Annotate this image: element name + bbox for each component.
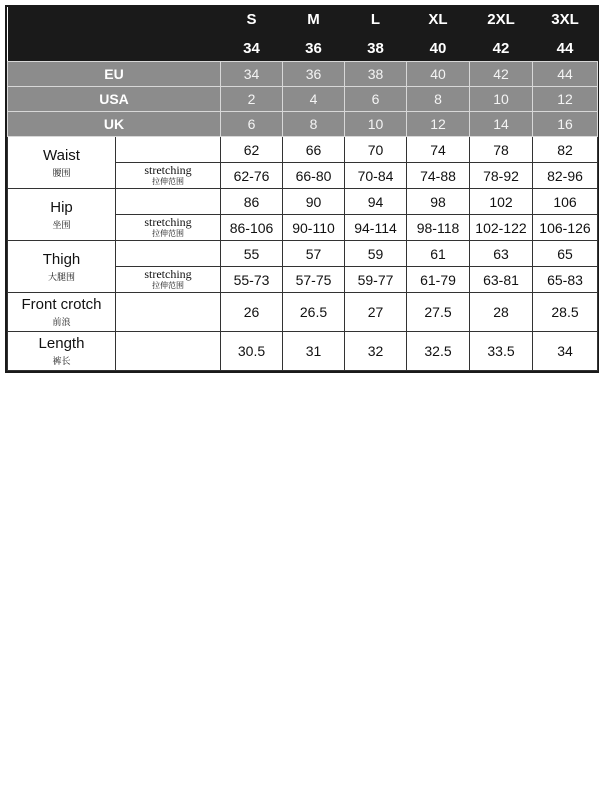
region-row-usa — [8, 87, 598, 112]
stretch-label-cn: 拉伸范围 — [152, 177, 184, 186]
measurement-row-length — [8, 332, 598, 371]
stretch-value: 62-76 — [221, 163, 283, 189]
stretch-value: 106-126 — [533, 215, 598, 241]
value-cell: 106 — [533, 189, 598, 215]
size-eu: 36 — [305, 40, 322, 57]
region-value: 6 — [345, 87, 407, 112]
size-eu: 38 — [367, 40, 384, 57]
value-cell: 70 — [345, 137, 407, 163]
value-cell: 28 — [470, 293, 533, 332]
region-row-uk — [8, 112, 598, 137]
value-cell: 33.5 — [470, 332, 533, 371]
size-label: S — [246, 11, 257, 28]
stretch-value: 86-106 — [221, 215, 283, 241]
region-value: 2 — [221, 87, 283, 112]
measurement-row-front-crotch — [8, 293, 598, 332]
measurement-name-cell — [8, 241, 116, 293]
measurement-name-cn: 前浪 — [52, 317, 71, 327]
value-cell: 78 — [470, 137, 533, 163]
value-cell: 27 — [345, 293, 407, 332]
blank-cell — [116, 332, 221, 371]
region-value: 10 — [345, 112, 407, 137]
region-value: 34 — [221, 62, 283, 87]
value-cell: 82 — [533, 137, 598, 163]
value-cell: 26.5 — [283, 293, 345, 332]
stretch-value: 94-114 — [345, 215, 407, 241]
stretch-label-cell — [116, 267, 221, 293]
measurement-name: Waist — [43, 146, 80, 164]
measurement-row-hip — [8, 189, 598, 215]
value-cell: 27.5 — [407, 293, 470, 332]
region-value: 14 — [470, 112, 533, 137]
header-size — [533, 7, 598, 62]
measurement-row-thigh — [8, 241, 598, 267]
value-cell: 65 — [533, 241, 598, 267]
header-size — [407, 7, 470, 62]
value-cell: 98 — [407, 189, 470, 215]
region-value: 42 — [470, 62, 533, 87]
stretch-value: 98-118 — [407, 215, 470, 241]
value-cell: 86 — [221, 189, 283, 215]
header-size — [221, 7, 283, 62]
region-value: 16 — [533, 112, 598, 137]
stretch-label-cell — [116, 163, 221, 189]
stretch-value: 59-77 — [345, 267, 407, 293]
region-value: 10 — [470, 87, 533, 112]
stretch-value: 66-80 — [283, 163, 345, 189]
value-cell: 90 — [283, 189, 345, 215]
measurement-name-cell — [8, 293, 116, 332]
header-size — [470, 7, 533, 62]
size-label: 3XL — [551, 11, 579, 28]
stretch-label-cn: 拉伸范围 — [152, 281, 184, 290]
stretch-value: 70-84 — [345, 163, 407, 189]
region-name: EU — [8, 62, 221, 87]
region-value: 40 — [407, 62, 470, 87]
size-label: 2XL — [487, 11, 515, 28]
value-cell: 26 — [221, 293, 283, 332]
stretch-value: 78-92 — [470, 163, 533, 189]
blank-cell — [116, 241, 221, 267]
value-cell: 32.5 — [407, 332, 470, 371]
value-cell: 66 — [283, 137, 345, 163]
value-cell: 57 — [283, 241, 345, 267]
value-cell: 55 — [221, 241, 283, 267]
value-cell: 102 — [470, 189, 533, 215]
value-cell: 63 — [470, 241, 533, 267]
measurement-name: Length — [38, 335, 85, 352]
size-eu: 40 — [429, 40, 447, 57]
measurement-row-waist — [8, 137, 598, 163]
region-name: UK — [8, 112, 221, 137]
stretch-label: stretching — [144, 267, 192, 281]
region-value: 12 — [407, 112, 470, 137]
measurement-name-cn: 坐围 — [52, 219, 71, 230]
value-cell: 31 — [283, 332, 345, 371]
measurement-name-cell — [8, 332, 116, 371]
header-size — [345, 7, 407, 62]
region-name: USA — [8, 87, 221, 112]
stretch-value: 55-73 — [221, 267, 283, 293]
region-value: 8 — [283, 112, 345, 137]
measurement-name-cn: 腰围 — [52, 167, 71, 178]
size-header-row — [8, 7, 598, 62]
measurement-name-cn: 大腿围 — [47, 271, 75, 282]
region-value: 4 — [283, 87, 345, 112]
value-cell: 74 — [407, 137, 470, 163]
stretch-label: stretching — [144, 163, 192, 177]
blank-cell — [116, 137, 221, 163]
size-label: L — [370, 11, 381, 28]
value-cell: 61 — [407, 241, 470, 267]
value-cell: 94 — [345, 189, 407, 215]
stretch-value: 57-75 — [283, 267, 345, 293]
blank-cell — [116, 189, 221, 215]
region-value: 38 — [345, 62, 407, 87]
value-cell: 34 — [533, 332, 598, 371]
measurement-name: Hip — [50, 198, 73, 216]
value-cell: 30.5 — [221, 332, 283, 371]
region-value: 8 — [407, 87, 470, 112]
size-label: XL — [428, 11, 448, 28]
region-value: 36 — [283, 62, 345, 87]
stretch-value: 61-79 — [407, 267, 470, 293]
stretch-value: 63-81 — [470, 267, 533, 293]
stretch-value: 102-122 — [470, 215, 533, 241]
size-label: M — [307, 11, 320, 28]
measurement-name: Front crotch — [21, 296, 102, 313]
measurement-name-cn: 裤长 — [52, 356, 71, 366]
stretch-label-cell — [116, 215, 221, 241]
size-eu: 44 — [556, 40, 574, 57]
blank-cell — [116, 293, 221, 332]
measurement-name: Thigh — [42, 250, 81, 268]
region-value: 44 — [533, 62, 598, 87]
stretch-value: 82-96 — [533, 163, 598, 189]
value-cell: 59 — [345, 241, 407, 267]
size-chart — [5, 5, 599, 373]
stretch-value: 65-83 — [533, 267, 598, 293]
header-blank — [8, 7, 221, 62]
value-cell: 62 — [221, 137, 283, 163]
value-cell: 28.5 — [533, 293, 598, 332]
stretch-value: 74-88 — [407, 163, 470, 189]
region-value: 12 — [533, 87, 598, 112]
stretch-value: 90-110 — [283, 215, 345, 241]
value-cell: 32 — [345, 332, 407, 371]
size-eu: 34 — [243, 40, 260, 57]
size-eu: 42 — [492, 40, 510, 57]
region-value: 6 — [221, 112, 283, 137]
size-chart-table — [7, 7, 598, 371]
measurement-name-cell — [8, 137, 116, 189]
header-size — [283, 7, 345, 62]
stretch-label: stretching — [144, 215, 192, 229]
measurement-name-cell — [8, 189, 116, 241]
region-row-eu — [8, 62, 598, 87]
stretch-label-cn: 拉伸范围 — [152, 229, 184, 238]
